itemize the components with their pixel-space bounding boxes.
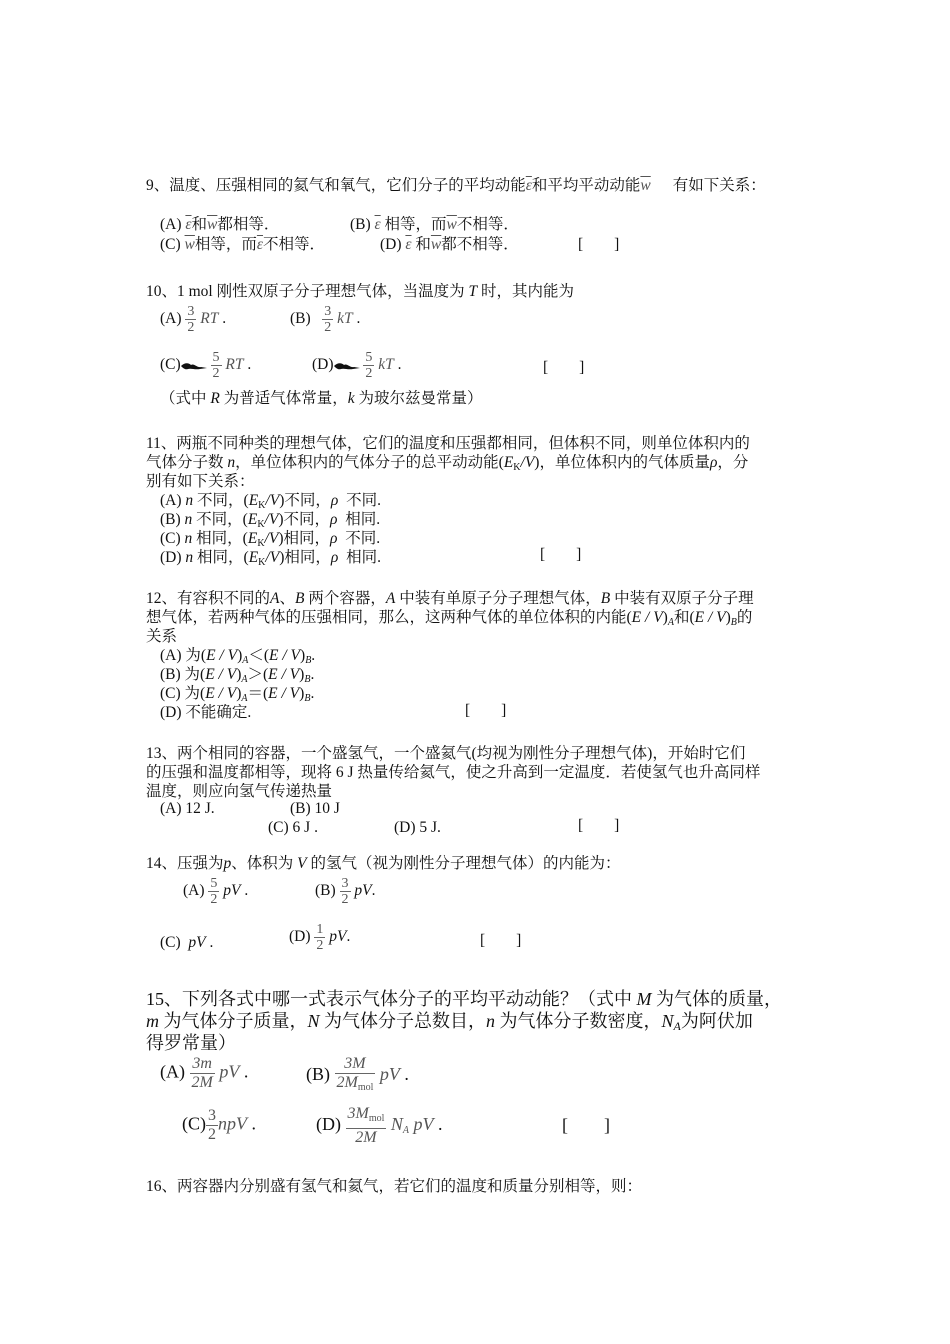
fraction: $\frac{3M}{2M_{mol}}$ <box>335 1055 376 1097</box>
q11-line1: 11、两瓶不同种类的理想气体，它们的温度和压强都相同，但体积不同，则单位体积内的 <box>146 435 750 452</box>
q15-option-a: (A) $\frac{3m}{2M}$ pV . <box>160 1055 249 1091</box>
q15-option-d: (D) $\frac{3M_{mol}}{2M}$ $N_A$ pV . <box>316 1105 443 1146</box>
ink-blot-icon <box>334 362 360 370</box>
q13-line2: 的压强和温度都相等，现将 6 J 热量传给氦气，使之升高到一定温度．若使氢气也升高同样 <box>146 764 761 781</box>
fraction: $\frac{3}{2}$ <box>324 304 332 335</box>
q11-option-d: (D) n 相同，$(E_K/V)$相同，ρ 相同. <box>160 549 381 568</box>
q12-line2: 想气体，若两种气体的压强相同，那么，这两种气体的单位体积的内能$(E / V)_A$和$(E / V)_B$的 <box>146 609 753 628</box>
q11-line2: 气体分子数 n，单位体积内的气体分子的总平动动能$(E_K/V)$，单位体积内的气体质量ρ，分 <box>146 454 749 473</box>
q14-option-a: (A) $\frac{5}{2}$ pV . <box>183 876 249 907</box>
q16-stem: 16、两容器内分别盛有氢气和氦气，若它们的温度和质量分别相等，则： <box>146 1178 643 1195</box>
q10-option-b: (B) $\frac{3}{2}$ kT . <box>290 304 361 335</box>
fraction: $\frac{3}{2}$ <box>208 1107 216 1143</box>
q14-option-d: (D) $\frac{1}{2}$ pV. <box>289 922 351 953</box>
q12-option-c: (C) 为$(E / V)_A=(E / V)_B$. <box>160 685 315 704</box>
q10-option-c: (C) $\frac{5}{2}$ RT . <box>160 350 252 381</box>
q15-line3: 得罗常量） <box>146 1033 236 1053</box>
q13-option-d: (D) 5 J. <box>394 819 441 836</box>
q12-line3: 关系 <box>146 628 178 645</box>
fraction: $\frac{3}{2}$ <box>187 304 195 335</box>
q9-option-d: (D) $\overline{\varepsilon}$ 和$\overline{w}$都不相等． <box>380 236 519 253</box>
q11-line3: 别有如下关系： <box>146 473 255 490</box>
fraction: $\frac{5}{2}$ <box>210 876 218 907</box>
q11-option-c: (C) n 相同，$(E_K/V)$相同，ρ 不同. <box>160 530 381 549</box>
q11-option-b: (B) n 不同，$(E_K/V)$不同，ρ 相同. <box>160 511 381 530</box>
q14-option-b: (B) $\frac{3}{2}$ pV. <box>315 876 376 907</box>
q10-answer-bracket: [ ] <box>543 359 585 376</box>
epsilon-bar-symbol: $\overline{\varepsilon}$ <box>525 177 532 194</box>
q12-option-b: (B) 为$(E / V)_A>(E / V)_B$. <box>160 666 315 685</box>
q12-option-d: (D) 不能确定. <box>160 704 252 721</box>
fraction: $\frac{1}{2}$ <box>316 922 324 953</box>
q9-option-a: (A) $\overline{\varepsilon}$和$\overline{w}$都相等． <box>160 216 280 233</box>
q10-option-d: (D) $\frac{5}{2}$ kT . <box>312 350 402 381</box>
q12-answer-bracket: [ ] <box>465 702 507 719</box>
q14-option-c: (C) pV . <box>160 934 214 951</box>
q11-option-a: (A) n 不同，$(E_K/V)$不同，ρ 不同. <box>160 492 381 511</box>
fraction: $\frac{3M_{mol}}{2M}$ <box>347 1105 385 1146</box>
q13-line1: 13、两个相同的容器，一个盛氢气，一个盛氦气(均视为刚性分子理想气体)，开始时它们 <box>146 745 746 762</box>
q10-stem: 10、1 mol 刚性双原子分子理想气体，当温度为 T 时，其内能为 <box>146 283 575 300</box>
q14-answer-bracket: [ ] <box>480 932 522 949</box>
q9-option-b: (B) $\overline{\varepsilon}$ 相等，而$\overline{w}$不相等． <box>350 216 519 233</box>
q13-answer-bracket: [ ] <box>578 817 620 834</box>
q9-answer-bracket: [ ] <box>578 236 620 253</box>
q15-line2: m 为气体分子质量，N 为气体分子总数目，n 为气体分子数密度，$N_A$为阿伏加 <box>146 1011 753 1033</box>
q10-option-a: (A) $\frac{3}{2}$ RT . <box>160 304 227 335</box>
q14-stem: 14、压强为p、体积为 V 的氢气（视为刚性分子理想气体）的内能为： <box>146 855 621 872</box>
q15-answer-bracket: [ ] <box>562 1115 610 1135</box>
q11-answer-bracket: [ ] <box>540 546 582 563</box>
fraction: $\frac{5}{2}$ <box>212 350 220 381</box>
q13-option-c: (C) 6 J . <box>268 819 318 836</box>
q9-option-c: (C) $\overline{w}$相等，而$\overline{\varepsilon}$不相等． <box>160 236 326 253</box>
q9-stem: 9、温度、压强相同的氦气和氧气，它们分子的平均动能$\overline{\varepsilon}$和平均平动动能$\overline{w}$ 有如下关系： <box>146 177 766 194</box>
q15-option-c: (C) $\frac{3}{2}$ npV . <box>182 1107 256 1143</box>
q15-option-b: (B) $\frac{3M}{2M_{mol}}$ pV . <box>306 1055 409 1097</box>
fraction: $\frac{3}{2}$ <box>341 876 349 907</box>
w-bar-symbol: $\overline{w}$ <box>640 177 651 194</box>
q10-note: （式中 R 为普适气体常量，k 为玻尔兹曼常量） <box>160 390 483 407</box>
q12-line1: 12、有容积不同的A、B 两个容器，A 中装有单原子分子理想气体，B 中装有双原子分子理 <box>146 590 754 607</box>
ink-blot-icon <box>181 362 207 370</box>
q13-option-a: (A) 12 J. <box>160 800 215 817</box>
q15-line1: 15、下列各式中哪一式表示气体分子的平均平动动能？（式中 M 为气体的质量， <box>146 989 782 1009</box>
q13-option-b: (B) 10 J <box>290 800 340 817</box>
q12-option-a: (A) 为$(E / V)_A<(E / V)_B$. <box>160 647 316 666</box>
fraction: $\frac{3m}{2M}$ <box>191 1055 213 1091</box>
fraction: $\frac{5}{2}$ <box>365 350 373 381</box>
q13-line3: 温度，则应向氢气传递热量 <box>146 783 333 800</box>
